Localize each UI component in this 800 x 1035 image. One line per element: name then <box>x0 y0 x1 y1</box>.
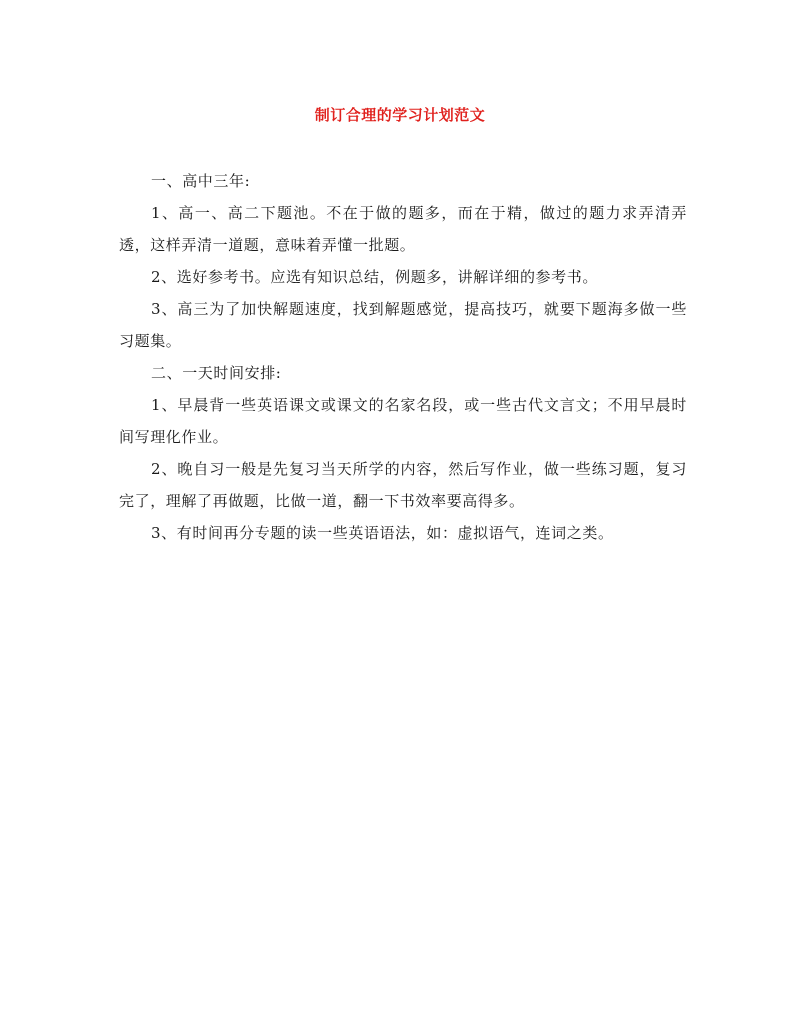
section-heading-daily-schedule: 二、一天时间安排: <box>151 364 282 382</box>
document-title: 制订合理的学习计划范文 <box>314 106 486 124</box>
document-body <box>119 165 687 549</box>
paragraph-item-3: 3、高三为了加快解题速度，找到解题感觉，提高技巧，就要下题海多做一些习题集。 <box>119 300 687 350</box>
paragraph-item-4: 1、早晨背一些英语课文或课文的名家名段，或一些古代文言文；不用早晨时间写理化作业。 <box>119 396 687 446</box>
section-heading-high-school: 一、高中三年: <box>151 172 251 190</box>
paragraph-item-1: 1、高一、高二下题池。不在于做的题多，而在于精，做过的题力求弄清弄透，这样弄清一道题，意味着弄懂一批题。 <box>119 204 687 254</box>
paragraph-item-2: 2、选好参考书。应选有知识总结，例题多，讲解详细的参考书。 <box>151 268 598 286</box>
paragraph-item-6: 3、有时间再分专题的读一些英语语法，如：虚拟语气，连词之类。 <box>151 524 614 542</box>
paragraph-item-5: 2、晚自习一般是先复习当天所学的内容，然后写作业，做一些练习题，复习完了，理解了再做题，比做一道，翻一下书效率要高得多。 <box>119 460 687 510</box>
